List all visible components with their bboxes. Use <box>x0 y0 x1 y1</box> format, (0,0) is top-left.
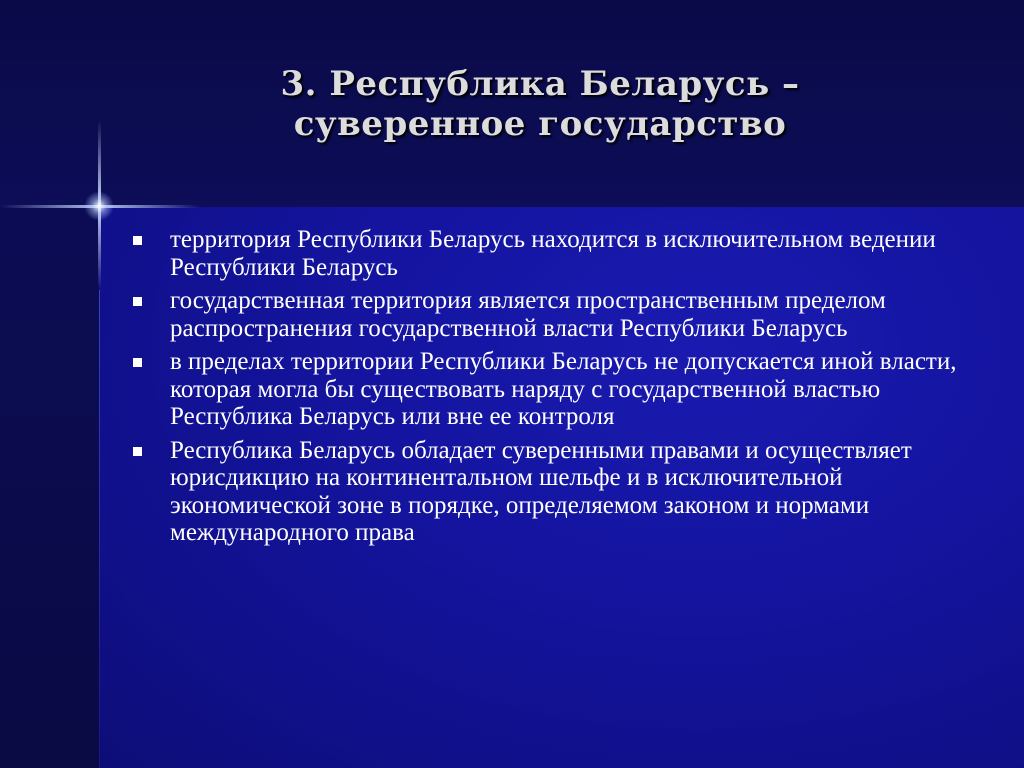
divider-line <box>99 290 100 768</box>
bullet-list <box>128 226 978 553</box>
square-bullet-icon <box>133 447 142 456</box>
bullet-text: в пределах территории Республики Беларусь не допускается иной власти, которая могла бы существовать наряду с государственной властью Республика Беларусь или вне ее контроля <box>170 348 957 430</box>
bullet-text: Республика Беларусь обладает суверенными правами и осуществляет юрисдикцию на континентальном шельфе и в исключительной экономической зоне в порядке, определяемом законом и нормами международного права <box>170 436 912 546</box>
bullet-item <box>128 287 978 342</box>
bullet-item <box>128 348 978 431</box>
bullet-item <box>128 226 978 281</box>
bullet-text: государственная территория является пространственным пределом распространения государственной власти Республики Беларусь <box>170 287 886 342</box>
bullet-item <box>128 437 978 547</box>
slide-title-line-1: 3. Республика Беларусь – <box>280 64 800 104</box>
square-bullet-icon <box>133 358 142 367</box>
square-bullet-icon <box>133 236 142 245</box>
slide-title <box>180 64 900 144</box>
sparkle-star-icon <box>84 191 114 221</box>
bullet-text: территория Республики Беларусь находится в исключительном ведении Республики Беларусь <box>170 226 936 281</box>
left-band <box>0 207 99 768</box>
slide-title-line-2: суверенное государство <box>293 104 787 144</box>
square-bullet-icon <box>133 297 142 306</box>
